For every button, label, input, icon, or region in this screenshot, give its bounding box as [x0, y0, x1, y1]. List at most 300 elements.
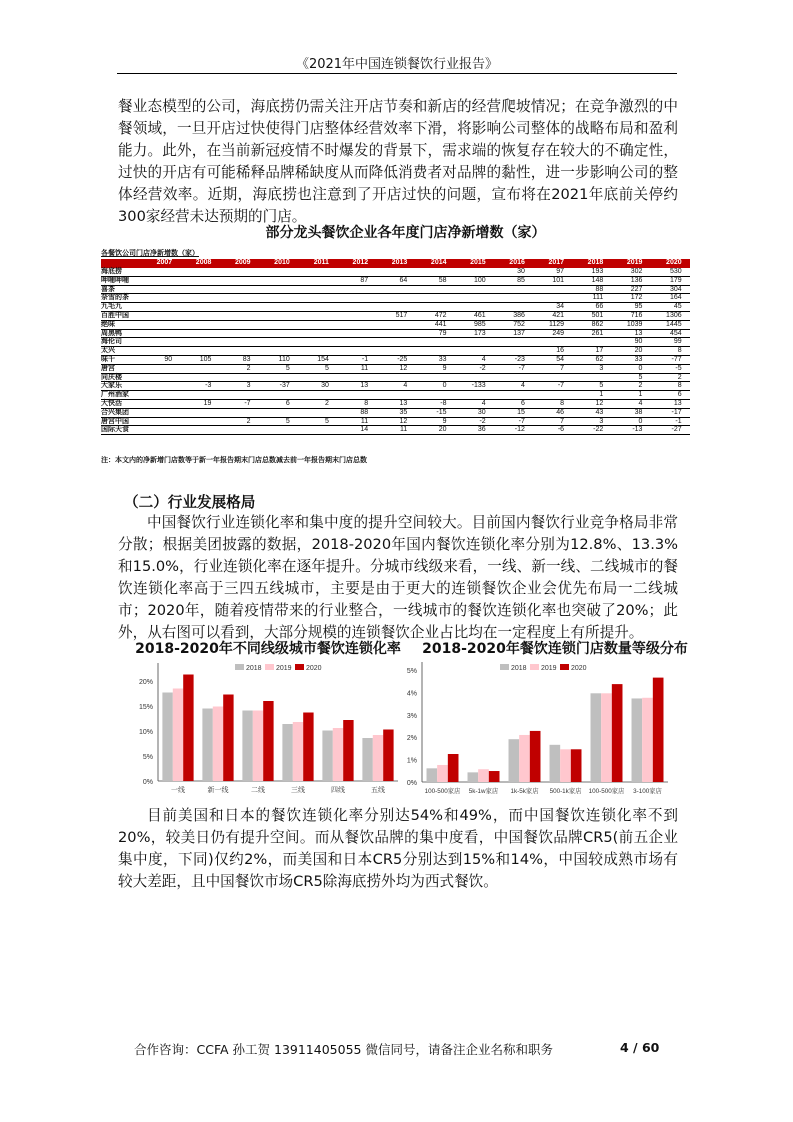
table-cell: 173 — [474, 329, 486, 337]
table-cell: 64 — [399, 276, 408, 284]
table-cell — [337, 268, 376, 276]
table-cell — [455, 347, 494, 355]
x-tick-label: 1k-5k家店 — [510, 788, 539, 795]
legend-label: 2020 — [571, 665, 587, 672]
table-cell — [141, 277, 180, 285]
table-cell: 137 — [513, 329, 525, 337]
store-growth-table — [101, 249, 690, 435]
year-header: 2014 — [430, 259, 447, 266]
table-cell: 304 — [669, 285, 682, 293]
table-cell: 1306 — [666, 311, 682, 319]
table-cell: 2 — [325, 399, 329, 407]
y-tick-label: 5% — [142, 754, 153, 761]
table-header-row — [101, 259, 690, 268]
table-cell — [259, 374, 298, 382]
table-cell — [141, 286, 180, 294]
table-cell: -133 — [471, 382, 486, 390]
table-cell — [415, 347, 454, 355]
table-cell: 2 — [246, 364, 251, 372]
table-cell — [219, 374, 258, 382]
table-cell: -12 — [514, 426, 525, 434]
table-cell — [219, 268, 258, 276]
legend-swatch — [295, 664, 304, 670]
company-name: 唐宫 — [101, 364, 115, 372]
table-cell: 36 — [477, 426, 486, 434]
table-cell: 90 — [634, 338, 643, 346]
table-cell — [494, 338, 533, 346]
bar-2019 — [437, 765, 448, 782]
company-name: 海伦司 — [101, 338, 122, 346]
table-cell — [180, 338, 219, 346]
table-cell — [337, 338, 376, 346]
legend-label: 2019 — [276, 665, 292, 672]
bar-2019 — [173, 689, 183, 782]
table-cell: 302 — [630, 268, 643, 275]
company-name: 太兴 — [101, 347, 115, 355]
table-cell — [259, 277, 298, 285]
footer-contact: 合作咨询：CCFA 孙工贺 13911405055 微信同号，请备注企业名称和职务 — [134, 1042, 553, 1057]
company-name: 周黑鸭 — [101, 329, 122, 337]
y-tick-label: 2% — [406, 735, 417, 743]
table-cell: 88 — [360, 408, 369, 416]
table-cell: 100 — [474, 276, 486, 284]
table-cell — [259, 321, 298, 329]
table-cell — [533, 286, 572, 294]
bar-2020 — [489, 771, 500, 782]
x-tick-label: 四线 — [331, 787, 345, 794]
table-cell — [298, 409, 337, 417]
table-row — [101, 286, 690, 295]
table-cell — [180, 321, 219, 329]
bar-2018 — [282, 724, 292, 781]
table-cell: 12 — [399, 364, 408, 372]
table-cell: 716 — [630, 311, 643, 319]
table-cell: 3 — [599, 364, 604, 372]
table-cell — [180, 303, 219, 311]
table-cell: 45 — [673, 303, 682, 311]
year-header: 2019 — [626, 259, 643, 266]
table-cell — [219, 286, 258, 294]
table-cell — [141, 268, 180, 276]
table-cell — [259, 330, 298, 338]
table-cell: -5 — [675, 364, 682, 372]
bar-2018 — [468, 772, 479, 782]
table-cell — [259, 391, 298, 399]
table-cell — [298, 391, 337, 399]
table-cell: 2 — [638, 382, 643, 390]
table-cell: 2 — [246, 417, 251, 425]
company-name: 九毛九 — [101, 303, 122, 311]
legend-label: 2019 — [541, 665, 557, 672]
table-cell: 105 — [199, 355, 212, 363]
table-cell: 11 — [360, 417, 369, 425]
table-cell — [337, 391, 376, 399]
table-cell — [415, 391, 454, 399]
table-cell: 501 — [591, 311, 604, 319]
company-name: 国际天食 — [101, 426, 129, 434]
bar-2019 — [519, 735, 530, 782]
table-cell — [259, 286, 298, 294]
x-tick-label: 一线 — [171, 787, 185, 794]
table-cell: 7 — [560, 364, 565, 372]
bar-2019 — [642, 698, 653, 782]
table-cell — [141, 294, 180, 302]
table-cell: 46 — [556, 408, 565, 416]
table-cell: 5 — [325, 364, 329, 372]
table-cell — [180, 268, 219, 276]
x-tick-label: 3-100家店 — [633, 788, 662, 795]
table-cell — [141, 365, 180, 373]
company-name: 海底捞 — [101, 268, 122, 275]
table-cell: 43 — [595, 408, 604, 416]
table-cell: -13 — [632, 426, 643, 434]
table-cell — [298, 330, 337, 338]
table-cell: 249 — [552, 329, 565, 337]
bar-2019 — [333, 728, 343, 781]
y-tick-label: 3% — [406, 712, 417, 720]
table-cell — [219, 347, 258, 355]
table-row — [101, 356, 690, 365]
table-cell: 8 — [560, 399, 565, 407]
table-cell: 421 — [552, 311, 565, 319]
legend-swatch — [530, 664, 539, 670]
table-cell: 1445 — [666, 320, 682, 328]
table-cell: 11 — [360, 364, 369, 372]
table-cell — [415, 268, 454, 276]
legend-label: 2020 — [306, 665, 322, 672]
table-cell — [141, 409, 180, 417]
bar-2020 — [383, 730, 393, 782]
table-cell: 1039 — [626, 320, 643, 328]
table-cell — [376, 338, 415, 346]
x-tick-label: 五线 — [371, 787, 385, 794]
table-cell: -8 — [440, 399, 447, 407]
table-cell: 66 — [595, 303, 604, 311]
table-cell: 101 — [552, 276, 565, 284]
table-cell — [141, 400, 180, 408]
table-cell: 19 — [203, 399, 212, 407]
table-cell — [455, 338, 494, 346]
table-cell: -23 — [514, 355, 525, 363]
table-cell: 34 — [556, 303, 565, 311]
bar-2018 — [162, 693, 172, 782]
table-cell — [259, 347, 298, 355]
x-tick-label: 100-500家店 — [588, 788, 625, 795]
table-cell — [298, 338, 337, 346]
bar-2020 — [653, 678, 664, 782]
legend-label: 2018 — [246, 665, 262, 672]
table-cell: 13 — [399, 399, 408, 407]
table-cell: 5 — [285, 417, 290, 425]
table-cell: -6 — [557, 426, 565, 434]
table-cell: 38 — [634, 408, 643, 416]
table-cell: 148 — [591, 276, 604, 284]
table-cell: 58 — [438, 276, 447, 284]
bar-2018 — [550, 745, 561, 782]
table-cell: -15 — [436, 408, 447, 416]
table-cell: 4 — [638, 399, 643, 407]
table-cell — [572, 374, 611, 382]
table-cell — [219, 391, 258, 399]
year-header: 2015 — [470, 259, 486, 266]
table-cell — [259, 338, 298, 346]
table-cell: 83 — [242, 355, 251, 363]
table-row — [101, 321, 690, 330]
bar-2020 — [612, 684, 623, 782]
table-cell: 7 — [560, 417, 565, 425]
table-cell: 1 — [599, 391, 604, 399]
table-cell — [415, 338, 454, 346]
table-cell: 0 — [638, 364, 643, 372]
table-cell — [259, 303, 298, 311]
table-cell — [298, 374, 337, 382]
table-cell — [141, 330, 180, 338]
table-cell: 227 — [630, 285, 643, 293]
page-number: 4 / 60 — [620, 1040, 660, 1055]
bar-2019 — [253, 711, 263, 782]
table-cell — [376, 321, 415, 329]
table-cell: 9 — [442, 417, 447, 425]
table-cell: 62 — [595, 355, 604, 363]
table-cell: 13 — [673, 399, 682, 407]
bar-2019 — [213, 707, 223, 782]
bar-2019 — [373, 735, 383, 781]
year-header: 2017 — [548, 259, 565, 266]
table-cell: 20 — [438, 426, 447, 434]
table-cell — [180, 312, 219, 320]
y-tick-label: 0% — [406, 780, 417, 787]
table-row — [101, 294, 690, 303]
table-cell — [259, 409, 298, 417]
city-tier-chain-rate-chart — [120, 658, 405, 798]
bar-2020 — [343, 720, 353, 781]
table-cell — [219, 338, 258, 346]
legend-swatch — [235, 664, 244, 670]
table-cell — [494, 303, 533, 311]
year-header: 2012 — [352, 259, 369, 266]
table-row — [101, 330, 690, 339]
company-name: 味千 — [101, 355, 115, 363]
table-cell — [337, 303, 376, 311]
body-paragraph-3: 目前美国和日本的餐饮连锁化率分别达54%和49%，而中国餐饮连锁化率不到20%，较美日仍有提升空间。而从餐饮品牌的集中度看，中国餐饮品牌CR5(前五企业集中度，下同)仅约2%，而美国和日本CR5分别达到15%和14%，中国较成熟市场有较大差距，且中国餐饮市场CR5除海底捞外均为西式餐饮。 — [118, 807, 678, 890]
table-cell — [141, 312, 180, 320]
legend-swatch — [560, 664, 569, 670]
table-cell: 85 — [517, 276, 525, 284]
table-cell — [219, 294, 258, 302]
table-cell — [180, 426, 219, 434]
legend-label: 2018 — [511, 665, 527, 672]
header-corner — [101, 259, 141, 268]
table-cell — [376, 268, 415, 276]
table-cell: 179 — [669, 276, 682, 284]
table-cell: 4 — [481, 399, 486, 407]
table-row — [101, 374, 690, 383]
y-tick-label: 1% — [406, 757, 417, 765]
x-tick-label: 三线 — [291, 787, 305, 794]
table-cell: -27 — [671, 426, 682, 434]
table-cell: 530 — [669, 268, 682, 275]
table-cell: 8 — [677, 382, 682, 390]
table-cell: -3 — [205, 382, 212, 390]
table-cell — [494, 391, 533, 399]
chart-2-title: 2018-2020年餐饮连锁门店数量等级分布 — [422, 641, 688, 657]
x-tick-label: 100-500家店 — [424, 788, 461, 795]
y-tick-label: 15% — [138, 704, 153, 711]
table-cell: 12 — [595, 399, 604, 407]
table-cell: 193 — [591, 268, 604, 275]
table-cell — [298, 286, 337, 294]
table-cell: 90 — [164, 355, 173, 363]
table-cell — [180, 391, 219, 399]
table-cell — [219, 277, 258, 285]
table-row — [101, 400, 690, 409]
y-tick-label: 20% — [138, 679, 153, 686]
body-paragraph-1: 餐业态模型的公司，海底捞仍需关注开店节奏和新店的经营爬坡情况；在竞争激烈的中餐领域，一旦开店过快使得门店整体经营效率下滑，将影响公司整体的战略布局和盈利能力。此外，在当前新冠疫情不时爆发的背景下，需求端的恢复存在较大的不确定性，过快的开店有可能稀释品牌稀缺度从而降低消费者对品牌的黏性，进一步影响公司的整体经营效率。近期，海底捞也注意到了开店过快的问题，宣布将在2021年底前关停约300家经营未达预期的门店。 — [118, 98, 678, 225]
table-cell — [376, 347, 415, 355]
bar-2019 — [293, 722, 303, 781]
table-cell — [337, 294, 376, 302]
table-cell: 3 — [599, 417, 604, 425]
table-cell — [337, 374, 376, 382]
table-cell — [415, 294, 454, 302]
table-row — [101, 418, 690, 427]
table-cell: 472 — [434, 311, 447, 319]
year-header: 2011 — [313, 259, 329, 266]
table-cell: 33 — [438, 355, 447, 363]
table-cell — [415, 374, 454, 382]
table-cell — [298, 321, 337, 329]
company-name: 合兴集团 — [101, 408, 129, 416]
bar-2020 — [303, 713, 313, 782]
year-header: 2020 — [666, 259, 682, 266]
table-cell — [455, 391, 494, 399]
table-cell: 14 — [360, 426, 369, 434]
table-note: 注：本文内的净新增门店数等于新一年报告期末门店总数减去前一年报告期末门店总数 — [101, 457, 367, 464]
table-cell — [141, 426, 180, 434]
table-cell — [494, 347, 533, 355]
bar-2018 — [242, 711, 252, 782]
x-tick-label: 新一线 — [207, 787, 229, 794]
table-cell: 110 — [278, 355, 290, 363]
company-name: 大家乐 — [101, 382, 122, 390]
table-cell — [376, 286, 415, 294]
company-name: 绝味 — [101, 320, 115, 328]
bar-2018 — [632, 698, 643, 782]
company-name: 奈雪的茶 — [101, 294, 129, 302]
table-cell — [259, 268, 298, 276]
table-cell — [455, 303, 494, 311]
table-cell: 5 — [638, 373, 643, 381]
table-cell: 985 — [474, 320, 486, 328]
table-cell — [259, 312, 298, 320]
table-cell: -7 — [557, 382, 565, 390]
table-cell — [376, 303, 415, 311]
table-cell — [259, 294, 298, 302]
y-tick-label: 5% — [406, 668, 417, 675]
section-heading: （二）行业发展格局 — [124, 494, 256, 511]
table-cell: 6 — [677, 391, 682, 399]
table-cell — [455, 294, 494, 302]
legend-swatch — [500, 664, 509, 670]
table-cell: 54 — [556, 355, 565, 363]
bar-2020 — [571, 749, 582, 782]
table-cell — [494, 286, 533, 294]
company-name: 呷哺呷哺 — [101, 276, 129, 284]
bar-2018 — [591, 693, 602, 782]
year-header: 2009 — [234, 259, 251, 266]
table-cell: 0 — [638, 417, 643, 425]
table-row — [101, 347, 690, 356]
year-header: 2016 — [509, 259, 525, 266]
company-name: 大快活 — [101, 399, 122, 407]
table-cell: 0 — [442, 382, 447, 390]
table-cell — [298, 277, 337, 285]
table-cell — [376, 391, 415, 399]
table-cell: 16 — [556, 347, 565, 355]
bar-2020 — [448, 754, 459, 782]
x-tick-label: 二线 — [251, 787, 265, 794]
table-cell — [219, 409, 258, 417]
table-cell — [455, 374, 494, 382]
table-cell: 1 — [638, 391, 643, 399]
bar-2018 — [202, 709, 212, 782]
company-name: 广州酒家 — [101, 391, 129, 399]
bar-2018 — [322, 731, 332, 782]
y-tick-label: 4% — [406, 690, 417, 698]
table-cell — [141, 338, 180, 346]
bar-2019 — [560, 749, 571, 782]
table-cell: 30 — [517, 268, 525, 275]
table-cell: 5 — [599, 382, 604, 390]
table-cell: 15 — [517, 408, 525, 416]
table-cell: 79 — [438, 329, 447, 337]
table-cell — [141, 391, 180, 399]
table-cell — [533, 338, 572, 346]
table-cell — [180, 409, 219, 417]
table-title: 部分龙头餐饮企业各年度门店净新增数（家） — [265, 225, 546, 241]
company-name: 喜茶 — [101, 285, 115, 293]
table-row — [101, 382, 690, 391]
table-row — [101, 312, 690, 321]
table-cell: 35 — [399, 408, 408, 416]
legend-swatch — [265, 664, 274, 670]
table-cell — [455, 286, 494, 294]
table-cell: 461 — [474, 311, 486, 319]
table-cell — [219, 312, 258, 320]
table-cell: -22 — [593, 426, 604, 434]
table-cell: 99 — [673, 338, 682, 346]
table-cell: 752 — [513, 320, 525, 328]
bar-2020 — [263, 701, 273, 781]
table-cell: 5 — [325, 417, 329, 425]
table-cell — [376, 330, 415, 338]
table-cell: 111 — [592, 294, 604, 302]
table-cell — [533, 294, 572, 302]
table-cell: 1129 — [549, 320, 565, 328]
company-name: 百胜中国 — [101, 311, 129, 319]
table-cell: -2 — [479, 364, 486, 372]
table-cell: 154 — [317, 355, 329, 363]
y-tick-label: 0% — [142, 779, 153, 786]
table-cell — [141, 303, 180, 311]
table-cell: -25 — [397, 355, 408, 363]
table-cell: 3 — [246, 382, 251, 390]
year-header: 2007 — [156, 259, 173, 266]
table-row — [101, 365, 690, 374]
table-cell — [376, 294, 415, 302]
table-cell — [180, 347, 219, 355]
bar-2018 — [362, 738, 372, 781]
